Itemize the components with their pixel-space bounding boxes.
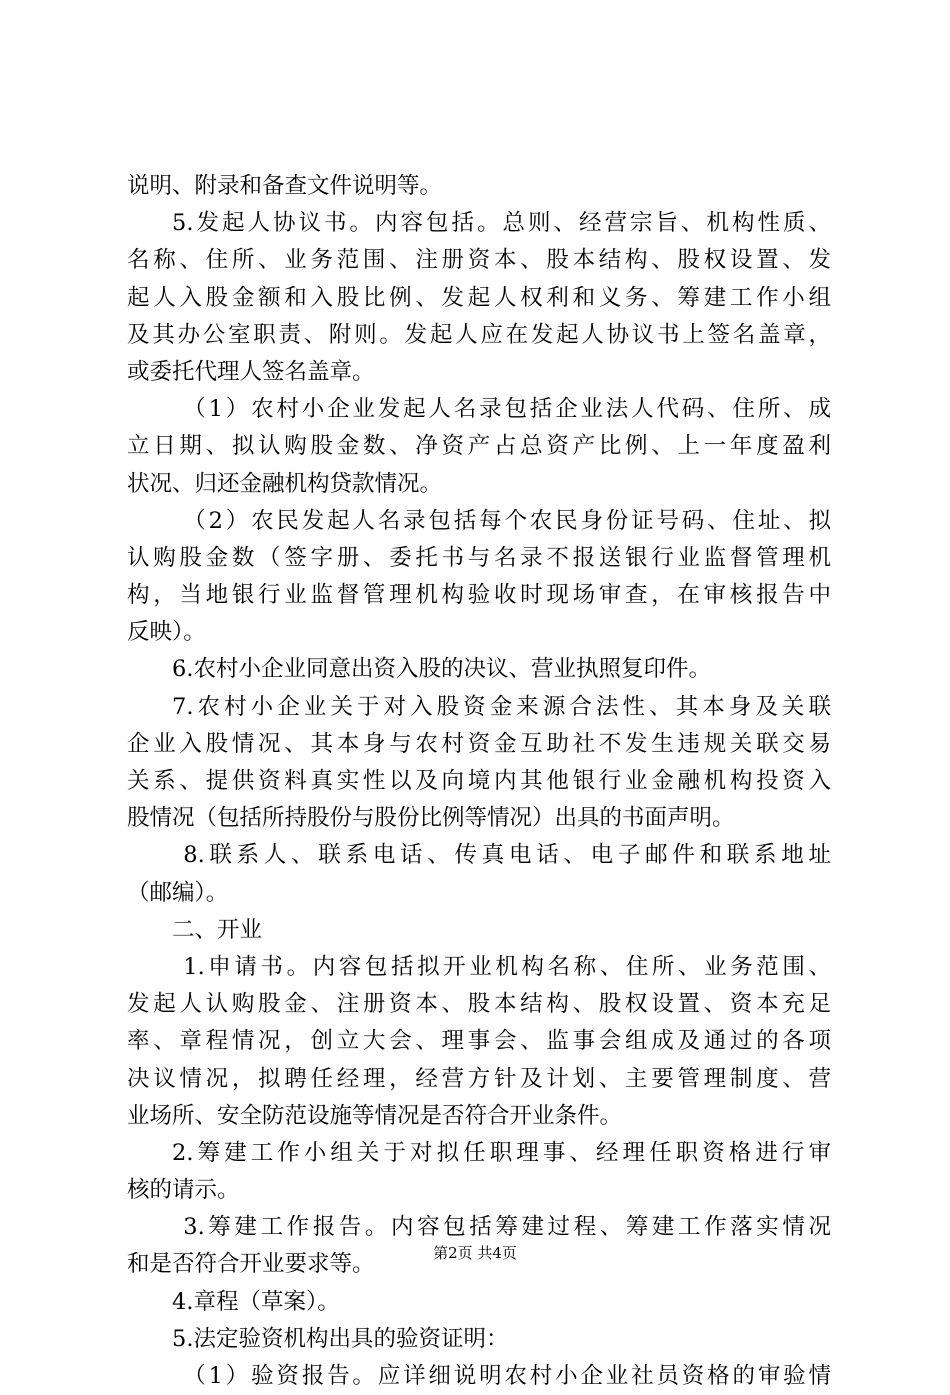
paragraph-line: （1）验资报告。应详细说明农村小企业社员资格的审验情 (183, 1363, 831, 1389)
paragraph-line: 或委托代理人签名盖章。 (127, 358, 375, 385)
paragraph-line: 反映）。 (127, 619, 206, 646)
paragraph-line: （1）农村小企业发起人名录包括企业法人代码、住所、成 (183, 396, 831, 423)
paragraph-line: 率、章程情况，创立大会、理事会、监事会组成及通过的各项 (127, 1028, 831, 1055)
paragraph-line: 业场所、安全防范设施等情况是否符合开业条件。 (127, 1102, 623, 1129)
paragraph-line: 二、开业 (172, 916, 263, 943)
paragraph-line: （邮编）。 (127, 879, 229, 906)
paragraph-line: （2）农民发起人名录包括每个农民身份证号码、住址、拟 (183, 507, 831, 534)
paragraph-line: 说明、附录和备查文件说明等。 (127, 173, 443, 199)
page-footer: 第2页 共4页 (433, 1244, 517, 1262)
paragraph-line: 及其办公室职责、附则。发起人应在发起人协议书上签名盖章， (127, 321, 831, 348)
paragraph-line: 2.筹建工作小组关于对拟任职理事、经理任职资格进行审 (172, 1139, 831, 1166)
paragraph-line: 4.章程（草案）。 (172, 1288, 340, 1315)
paragraph-line: 股情况（包括所持股份与股份比例等情况）出具的书面声明。 (127, 805, 735, 832)
paragraph-line: 3.筹建工作报告。内容包括筹建过程、筹建工作落实情况 (183, 1214, 831, 1241)
paragraph-line: 认购股金数（签字册、委托书与名录不报送银行业监督管理机 (127, 544, 831, 571)
paragraph-line: 决议情况，拟聘任经理，经营方针及计划、主要管理制度、营 (127, 1065, 831, 1092)
paragraph-line: 发起人认购股金、注册资本、股本结构、股权设置、资本充足 (127, 991, 831, 1018)
paragraph-line: 企业入股情况、其本身与农村资金互助社不发生违规关联交易 (127, 730, 831, 757)
paragraph-line: 状况、归还金融机构贷款情况。 (127, 470, 443, 497)
paragraph-line: 8.联系人、联系电话、传真电话、电子邮件和联系地址 (183, 842, 831, 869)
paragraph-line: 7.农村小企业关于对入股资金来源合法性、其本身及关联 (172, 693, 831, 720)
paragraph-line: 5.发起人协议书。内容包括。总则、经营宗旨、机构性质、 (172, 210, 831, 237)
paragraph-line: 5.法定验资机构出具的验资证明： (172, 1325, 509, 1352)
paragraph-line: 构，当地银行业监督管理机构验收时现场审查，在审核报告中 (127, 582, 831, 609)
paragraph-line: 名称、住所、业务范围、注册资本、股本结构、股权设置、发 (127, 247, 831, 274)
paragraph-line: 和是否符合开业要求等。 (127, 1251, 375, 1278)
paragraph-line: 1.申请书。内容包括拟开业机构名称、住所、业务范围、 (183, 953, 831, 980)
paragraph-line: 关系、提供资料真实性以及向境内其他银行业金融机构投资入 (127, 768, 831, 794)
paragraph-line: 立日期、拟认购股金数、净资产占总资产比例、上一年度盈利 (127, 433, 831, 460)
paragraph-line: 起人入股金额和入股比例、发起人权利和义务、筹建工作小组 (127, 284, 831, 311)
paragraph-line: 核的请示。 (127, 1177, 240, 1204)
document-body (127, 168, 831, 1395)
paragraph-line: 6.农村小企业同意出资入股的决议、营业执照复印件。 (172, 656, 711, 683)
